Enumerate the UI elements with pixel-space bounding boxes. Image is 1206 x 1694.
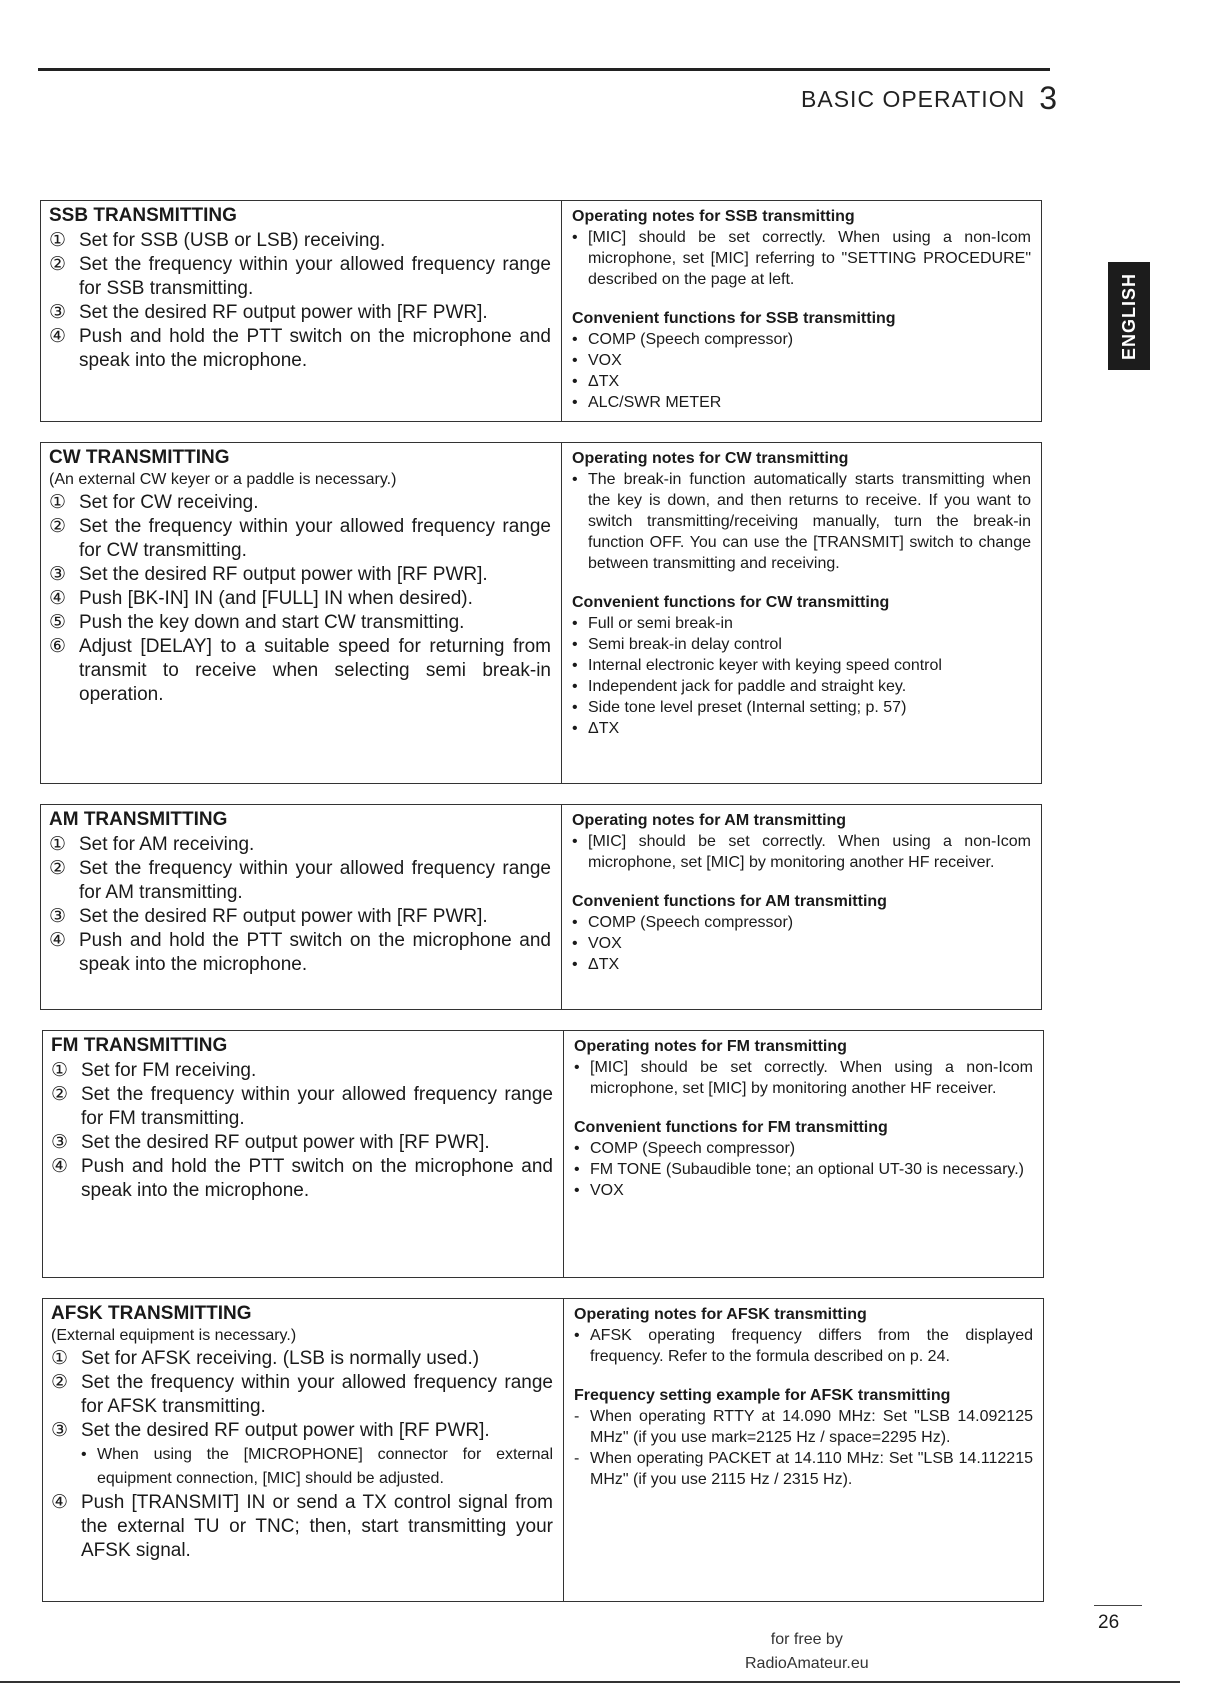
notes-heading: Operating notes for FM transmitting <box>574 1038 847 1055</box>
step-list <box>51 1059 553 1203</box>
step-item <box>51 1371 553 1419</box>
step-number: ② <box>51 1372 69 1393</box>
step-item <box>49 635 551 707</box>
notes-heading: Convenient functions for FM transmitting <box>574 1119 888 1136</box>
section-steps-column <box>43 1031 563 1277</box>
language-tab-label: ENGLISH <box>1118 272 1139 360</box>
notes-item-text: COMP (Speech compressor) <box>588 331 794 348</box>
notes-heading: Convenient functions for SSB transmitting <box>572 310 896 327</box>
section-title: FM TRANSMITTING <box>51 1035 228 1056</box>
step-number: ④ <box>51 1492 69 1513</box>
bullet-icon: • <box>572 615 578 632</box>
step-number: ③ <box>49 564 67 585</box>
step-list <box>49 229 551 373</box>
notes-heading: Frequency setting example for AFSK transmitting <box>574 1387 951 1404</box>
step-number: ① <box>49 834 67 855</box>
step-number: ② <box>51 1084 69 1105</box>
step-text: Push [TRANSMIT] IN or send a TX control signal from the external TU or TNC; then, start transmitting your AFSK signal. <box>81 1492 553 1561</box>
step-number: ① <box>49 492 67 513</box>
notes-item <box>572 676 1031 697</box>
notes-item-text: COMP (Speech compressor) <box>588 914 794 931</box>
step-item <box>51 1131 553 1155</box>
footer-line-2: RadioAmateur.eu <box>745 1655 869 1672</box>
notes-item <box>572 954 1031 975</box>
section-steps-column <box>41 805 561 1009</box>
bullet-icon: • <box>572 914 578 931</box>
bullet-icon: • <box>572 636 578 653</box>
step-item <box>51 1155 553 1203</box>
bullet-icon: • <box>572 394 578 411</box>
section-cw <box>40 442 1042 784</box>
bullet-icon: • <box>572 373 578 390</box>
section-title: SSB TRANSMITTING <box>49 205 237 226</box>
step-item <box>49 515 551 563</box>
step-item <box>51 1491 553 1563</box>
step-number: ④ <box>49 588 67 609</box>
notes-item-text: [MIC] should be set correctly. When using a non-Icom microphone, set [MIC] by monitoring another HF receiver. <box>590 1059 1033 1097</box>
step-text: Set for AFSK receiving. (LSB is normally used.) <box>81 1348 480 1369</box>
notes-item <box>574 1448 1033 1490</box>
notes-item <box>574 1325 1033 1367</box>
step-text: Adjust [DELAY] to a suitable speed for returning from transmit to receive when selecting semi break-in operation. <box>79 636 551 705</box>
notes-item <box>574 1138 1033 1159</box>
step-item <box>51 1347 553 1371</box>
step-item <box>49 611 551 635</box>
notes-item-text: [MIC] should be set correctly. When using a non-Icom microphone, set [MIC] by monitoring another HF receiver. <box>588 833 1031 871</box>
section-steps-column <box>41 201 561 421</box>
notes-heading: Convenient functions for CW transmitting <box>572 594 890 611</box>
section-notes-column <box>563 1299 1043 1601</box>
notes-item <box>572 371 1031 392</box>
notes-item <box>574 1057 1033 1099</box>
section-am <box>40 804 1042 1010</box>
section-notes-column <box>561 201 1041 421</box>
step-list <box>51 1347 553 1563</box>
sub-note-text: When using the [MICROPHONE] connector for external equipment connection, [MIC] should be adjusted. <box>97 1446 553 1487</box>
top-rule <box>38 68 1050 71</box>
notes-item-text: When operating RTTY at 14.090 MHz: Set "LSB 14.092125 MHz" (if you use mark=2125 Hz / space=2295 Hz). <box>590 1408 1033 1446</box>
notes-item <box>574 1159 1033 1180</box>
notes-item <box>574 1180 1033 1201</box>
step-text: Set for FM receiving. <box>81 1060 257 1081</box>
step-text: Set the frequency within your allowed frequency range for AM transmitting. <box>79 858 551 903</box>
section-title: CW TRANSMITTING <box>49 447 230 468</box>
section-title: AM TRANSMITTING <box>49 809 228 830</box>
step-number: ② <box>49 858 67 879</box>
language-tab <box>1108 262 1150 370</box>
step-text: Set the frequency within your allowed frequency range for SSB transmitting. <box>79 254 551 299</box>
section-afsk <box>42 1298 1044 1602</box>
page-number: 26 <box>1098 1612 1120 1633</box>
bullet-icon: • <box>574 1059 580 1076</box>
notes-item-text: VOX <box>588 935 622 952</box>
step-text: Push and hold the PTT switch on the microphone and speak into the microphone. <box>79 326 551 371</box>
bullet-icon: • <box>572 657 578 674</box>
notes-item-text: The break-in function automatically starts transmitting when the key is down, and then returns to receive. If you want to switch transmitting/receiving manually, turn the break-in function OFF. You can use the [TRANSMIT] switch to change between transmitting and receiving. <box>588 471 1031 572</box>
notes-item-text: COMP (Speech compressor) <box>590 1140 796 1157</box>
section-steps-column <box>41 443 561 783</box>
bullet-icon: • <box>572 720 578 737</box>
footer-line-1: for free by <box>770 1631 843 1648</box>
bullet-icon: • <box>572 956 578 973</box>
step-sub-note <box>81 1443 553 1491</box>
bullet-icon: • <box>574 1327 580 1344</box>
notes-item <box>572 831 1031 873</box>
step-number: ④ <box>51 1156 69 1177</box>
notes-item-text: Internal electronic keyer with keying speed control <box>588 657 942 674</box>
section-note: (An external CW keyer or a paddle is necessary.) <box>49 471 397 488</box>
notes-heading: Operating notes for AM transmitting <box>572 812 847 829</box>
bullet-icon: • <box>572 331 578 348</box>
page-header <box>801 80 1058 117</box>
step-number: ① <box>49 230 67 251</box>
step-text: Push and hold the PTT switch on the microphone and speak into the microphone. <box>79 930 551 975</box>
bullet-icon: - <box>574 1450 580 1467</box>
step-text: Set the desired RF output power with [RF PWR]. <box>81 1132 490 1153</box>
step-text: Set for CW receiving. <box>79 492 259 513</box>
notes-item-text: When operating PACKET at 14.110 MHz: Set "LSB 14.112215 MHz" (if you use 2115 Hz / 2315 Hz). <box>590 1450 1033 1488</box>
bullet-icon: • <box>574 1161 580 1178</box>
step-text: Push the key down and start CW transmitting. <box>79 612 465 633</box>
section-notes-column <box>563 1031 1043 1277</box>
notes-item-text: Independent jack for paddle and straight key. <box>588 678 907 695</box>
step-text: Set the desired RF output power with [RF PWR]. <box>81 1420 490 1441</box>
notes-item-text: ΔTX <box>588 956 620 973</box>
notes-heading: Convenient functions for AM transmitting <box>572 893 887 910</box>
notes-item-text: ΔTX <box>588 720 620 737</box>
bullet-icon: • <box>81 1446 87 1463</box>
section-ssb <box>40 200 1042 422</box>
step-number: ② <box>49 516 67 537</box>
notes-item <box>574 1406 1033 1448</box>
step-item <box>51 1419 553 1443</box>
step-item <box>51 1059 553 1083</box>
step-number: ① <box>51 1348 69 1369</box>
section-note: (External equipment is necessary.) <box>51 1327 297 1344</box>
step-text: Set for SSB (USB or LSB) receiving. <box>79 230 386 251</box>
step-text: Set the desired RF output power with [RF PWR]. <box>79 906 488 927</box>
notes-item <box>572 613 1031 634</box>
bullet-icon: • <box>572 352 578 369</box>
notes-item-text: VOX <box>590 1182 624 1199</box>
step-text: Set the frequency within your allowed frequency range for AFSK transmitting. <box>81 1372 553 1417</box>
section-notes-column <box>561 805 1041 1009</box>
bullet-icon: • <box>572 833 578 850</box>
notes-item <box>572 227 1031 290</box>
step-text: Set for AM receiving. <box>79 834 255 855</box>
notes-item <box>572 933 1031 954</box>
step-number: ① <box>51 1060 69 1081</box>
notes-item <box>572 634 1031 655</box>
step-item <box>49 301 551 325</box>
notes-item-text: ALC/SWR METER <box>588 394 722 411</box>
notes-item-text: Semi break-in delay control <box>588 636 782 653</box>
step-list <box>49 833 551 977</box>
bullet-icon: • <box>572 229 578 246</box>
step-text: Set the desired RF output power with [RF PWR]. <box>79 564 488 585</box>
step-number: ③ <box>51 1420 69 1441</box>
bullet-icon: • <box>572 678 578 695</box>
step-text: Set the frequency within your allowed frequency range for CW transmitting. <box>79 516 551 561</box>
step-number: ③ <box>49 302 67 323</box>
notes-item <box>572 655 1031 676</box>
bullet-icon: • <box>574 1182 580 1199</box>
notes-heading: Operating notes for AFSK transmitting <box>574 1306 867 1323</box>
step-text: Push and hold the PTT switch on the microphone and speak into the microphone. <box>81 1156 553 1201</box>
step-item <box>51 1083 553 1131</box>
bottom-rule <box>0 1681 1180 1683</box>
notes-item-text: [MIC] should be set correctly. When using a non-Icom microphone, set [MIC] referring to "SETTING PROCEDURE" described on the page at left. <box>588 229 1031 288</box>
step-item <box>49 229 551 253</box>
bullet-icon: • <box>574 1140 580 1157</box>
notes-item <box>572 718 1031 739</box>
step-text: Push [BK-IN] IN (and [FULL] IN when desired). <box>79 588 473 609</box>
notes-item-text: VOX <box>588 352 622 369</box>
notes-item-text: Full or semi break-in <box>588 615 733 632</box>
step-item <box>49 491 551 515</box>
step-number: ② <box>49 254 67 275</box>
chapter-number: 3 <box>1039 80 1058 116</box>
bullet-icon: • <box>572 699 578 716</box>
footer-credit <box>745 1628 869 1676</box>
step-item <box>49 833 551 857</box>
step-number: ⑤ <box>49 612 67 633</box>
notes-item-text: Side tone level preset (Internal setting; p. 57) <box>588 699 907 716</box>
notes-item-text: ΔTX <box>588 373 620 390</box>
step-list <box>49 491 551 707</box>
notes-item-text: AFSK operating frequency differs from the displayed frequency. Refer to the formula described on p. 24. <box>590 1327 1033 1365</box>
bullet-icon: • <box>572 935 578 952</box>
step-item <box>49 857 551 905</box>
step-item <box>49 905 551 929</box>
section-fm <box>42 1030 1044 1278</box>
step-text: Set the desired RF output power with [RF PWR]. <box>79 302 488 323</box>
notes-item <box>572 350 1031 371</box>
section-steps-column <box>43 1299 563 1601</box>
step-number: ⑥ <box>49 636 67 657</box>
notes-item <box>572 469 1031 574</box>
step-item <box>49 325 551 373</box>
section-title: AFSK TRANSMITTING <box>51 1303 252 1324</box>
notes-item <box>572 329 1031 350</box>
notes-item <box>572 392 1031 413</box>
step-number: ④ <box>49 930 67 951</box>
step-item <box>49 253 551 301</box>
notes-item <box>572 912 1031 933</box>
bullet-icon: - <box>574 1408 580 1425</box>
section-notes-column <box>561 443 1041 783</box>
bullet-icon: • <box>572 471 578 488</box>
notes-item-text: FM TONE (Subaudible tone; an optional UT-30 is necessary.) <box>590 1161 1024 1178</box>
notes-heading: Operating notes for CW transmitting <box>572 450 849 467</box>
step-number: ③ <box>51 1132 69 1153</box>
notes-item <box>572 697 1031 718</box>
step-item <box>49 929 551 977</box>
step-number: ③ <box>49 906 67 927</box>
header-title: BASIC OPERATION <box>801 86 1026 112</box>
notes-heading: Operating notes for SSB transmitting <box>572 208 855 225</box>
step-number: ④ <box>49 326 67 347</box>
page-number-rule <box>1094 1605 1142 1606</box>
step-text: Set the frequency within your allowed frequency range for FM transmitting. <box>81 1084 553 1129</box>
step-item <box>49 587 551 611</box>
step-item <box>49 563 551 587</box>
